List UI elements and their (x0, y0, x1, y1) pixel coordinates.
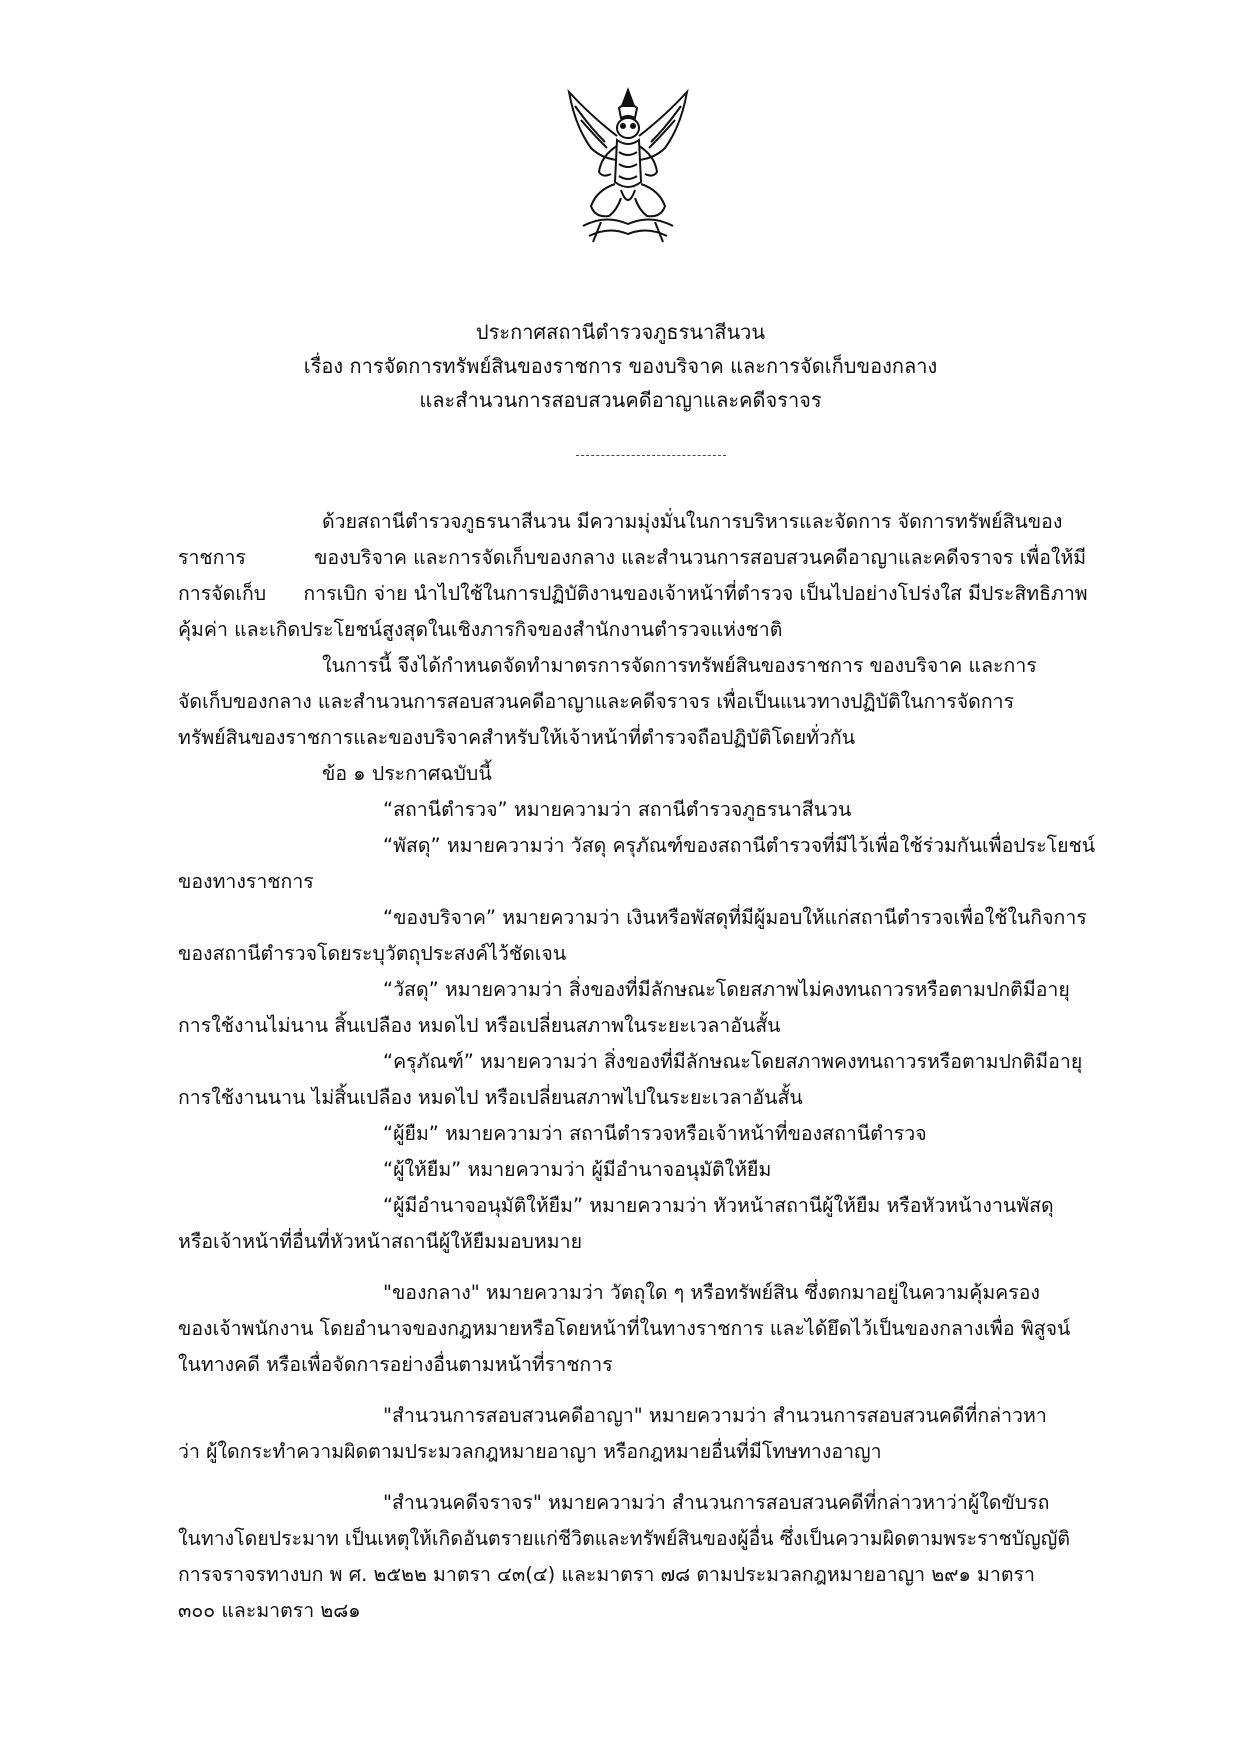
definition-donations: “ของบริจาค” หมายความว่า เงินหรือพัสดุที่มีผู้มอบให้แก่สถานีตำรวจเพื่อใช้ในกิจการ (383, 906, 1087, 929)
definition-equipment-continued: การใช้งานนาน ไม่สิ้นเปลือง หมดไป หรือเปลี่ยนสภาพไปในระยะเวลาอันสั้น (178, 1086, 803, 1109)
paragraph-1-line-2: ราชการ ของบริจาค และการจัดเก็บของกลาง และสำนวนการสอบสวนคดีอาญาและคดีจราจร เพื่อให้มี (178, 546, 1087, 569)
document-subject: เรื่อง การจัดการทรัพย์สินของราชการ ของบริจาค และการจัดเก็บของกลาง (303, 354, 938, 378)
definition-exhibit-continued-1: ของเจ้าพนักงาน โดยอำนาจของกฎหมายหรือโดยหน้าที่ในทางราชการ และได้ยึดไว้เป็นของกลางเพื่อ พิสูจน์ (178, 1317, 1071, 1340)
definition-materials: “วัสดุ” หมายความว่า สิ่งของที่มีลักษณะโดยสภาพไม่คงทนถาวรหรือตามปกติมีอายุ (383, 978, 1070, 1001)
definition-approver: “ผู้มีอำนาจอนุมัติให้ยืม” หมายความว่า หัวหน้าสถานีผู้ให้ยืม หรือหัวหน้างานพัสดุ (383, 1194, 1054, 1217)
definition-approver-continued: หรือเจ้าหน้าที่อื่นที่หัวหน้าสถานีผู้ให้ยืมมอบหมาย (178, 1230, 582, 1253)
paragraph-1-line-3: การจัดเก็บ การเบิก จ่าย นำไปใช้ในการปฏิบัติงานของเจ้าหน้าที่ตำรวจ เป็นไปอย่างโปร่งใส มีประสิทธิภาพ (178, 582, 1088, 605)
garuda-emblem-icon (561, 86, 695, 244)
definition-materials-continued: การใช้งานไม่นาน สิ้นเปลือง หมดไป หรือเปลี่ยนสภาพในระยะเวลาอันสั้น (178, 1014, 781, 1037)
definition-borrower: “ผู้ยืม” หมายความว่า สถานีตำรวจหรือเจ้าหน้าที่ของสถานีตำรวจ (383, 1122, 927, 1145)
definition-donations-continued: ของสถานีตำรวจโดยระบุวัตถุประสงค์ไว้ชัดเจน (178, 942, 567, 965)
definition-station: “สถานีตำรวจ” หมายความว่า สถานีตำรวจภูธรนาสีนวน (383, 798, 852, 821)
document-subject-continued: และสำนวนการสอบสวนคดีอาญาและคดีจราจร (419, 388, 822, 412)
paragraph-2-line-3: ทรัพย์สินของราชการและของบริจาคสำหรับให้เจ้าหน้าที่ตำรวจถือปฏิบัติโดยทั่วกัน (178, 726, 856, 749)
document-title: ประกาศสถานีตำรวจภูธรนาสีนวน (475, 320, 766, 344)
definition-exhibit-continued-2: ในทางคดี หรือเพื่อจัดการอย่างอื่นตามหน้าที่ราชการ (178, 1353, 613, 1376)
definition-traffic-case-file: "สำนวนคดีจราจร" หมายความว่า สำนวนการสอบสวนคดีที่กล่าวหาว่าผู้ใดขับรถ (383, 1491, 1050, 1514)
definition-supplies-continued: ของทางราชการ (178, 870, 314, 893)
definition-traffic-case-file-continued-2: การจราจรทางบก พ ศ. ๒๕๒๒ มาตรา ๔๓(๔) และมาตรา ๗๘ ตามประมวลกฎหมายอาญา ๒๙๑ มาตรา (178, 1563, 1035, 1586)
definition-equipment: “ครุภัณฑ์” หมายความว่า สิ่งของที่มีลักษณะโดยสภาพคงทนถาวรหรือตามปกติมีอายุ (383, 1050, 1083, 1073)
definition-lender: “ผู้ให้ยืม” หมายความว่า ผู้มีอำนาจอนุมัติให้ยืม (383, 1158, 772, 1181)
paragraph-2-line-1: ในการนี้ จึงได้กำหนดจัดทำมาตรการจัดการทรัพย์สินของราชการ ของบริจาค และการ (322, 654, 1037, 677)
definition-criminal-case-file: "สำนวนการสอบสวนคดีอาญา" หมายความว่า สำนวนการสอบสวนคดีที่กล่าวหา (383, 1404, 1047, 1427)
definition-traffic-case-file-continued-1: ในทางโดยประมาท เป็นเหตุให้เกิดอันตรายแก่ชีวิตและทรัพย์สินของผู้อื่น ซึ่งเป็นความผิดตามพระราชบัญญัติ (178, 1527, 1071, 1550)
definition-criminal-case-file-continued: ว่า ผู้ใดกระทำความผิดตามประมวลกฎหมายอาญา หรือกฎหมายอื่นที่มีโทษทางอาญา (178, 1440, 882, 1463)
definition-exhibit: "ของกลาง" หมายความว่า วัตถุใด ๆ หรือทรัพย์สิน ซึ่งตกมาอยู่ในความคุ้มครอง (383, 1281, 1040, 1304)
paragraph-1-line-4: คุ้มค่า และเกิดประโยชน์สูงสุดในเชิงภารกิจของสำนักงานตำรวจแห่งชาติ (178, 618, 783, 641)
title-separator (576, 455, 726, 456)
definition-supplies: “พัสดุ” หมายความว่า วัสดุ ครุภัณฑ์ของสถานีตำรวจที่มีไว้เพื่อใช้ร่วมกันเพื่อประโยชน์ (383, 834, 1096, 857)
paragraph-2-line-2: จัดเก็บของกลาง และสำนวนการสอบสวนคดีอาญาและคดีจราจร เพื่อเป็นแนวทางปฏิบัติในการจัดการ (178, 690, 1015, 713)
paragraph-1-line-1: ด้วยสถานีตำรวจภูธรนาสีนวน มีความมุ่งมั่นในการบริหารและจัดการ จัดการทรัพย์สินของ (322, 510, 1063, 533)
clause-1-heading: ข้อ ๑ ประกาศฉบับนี้ (322, 762, 492, 785)
definition-traffic-case-file-continued-3: ๓๐๐ และมาตรา ๒๘๑ (178, 1599, 361, 1622)
